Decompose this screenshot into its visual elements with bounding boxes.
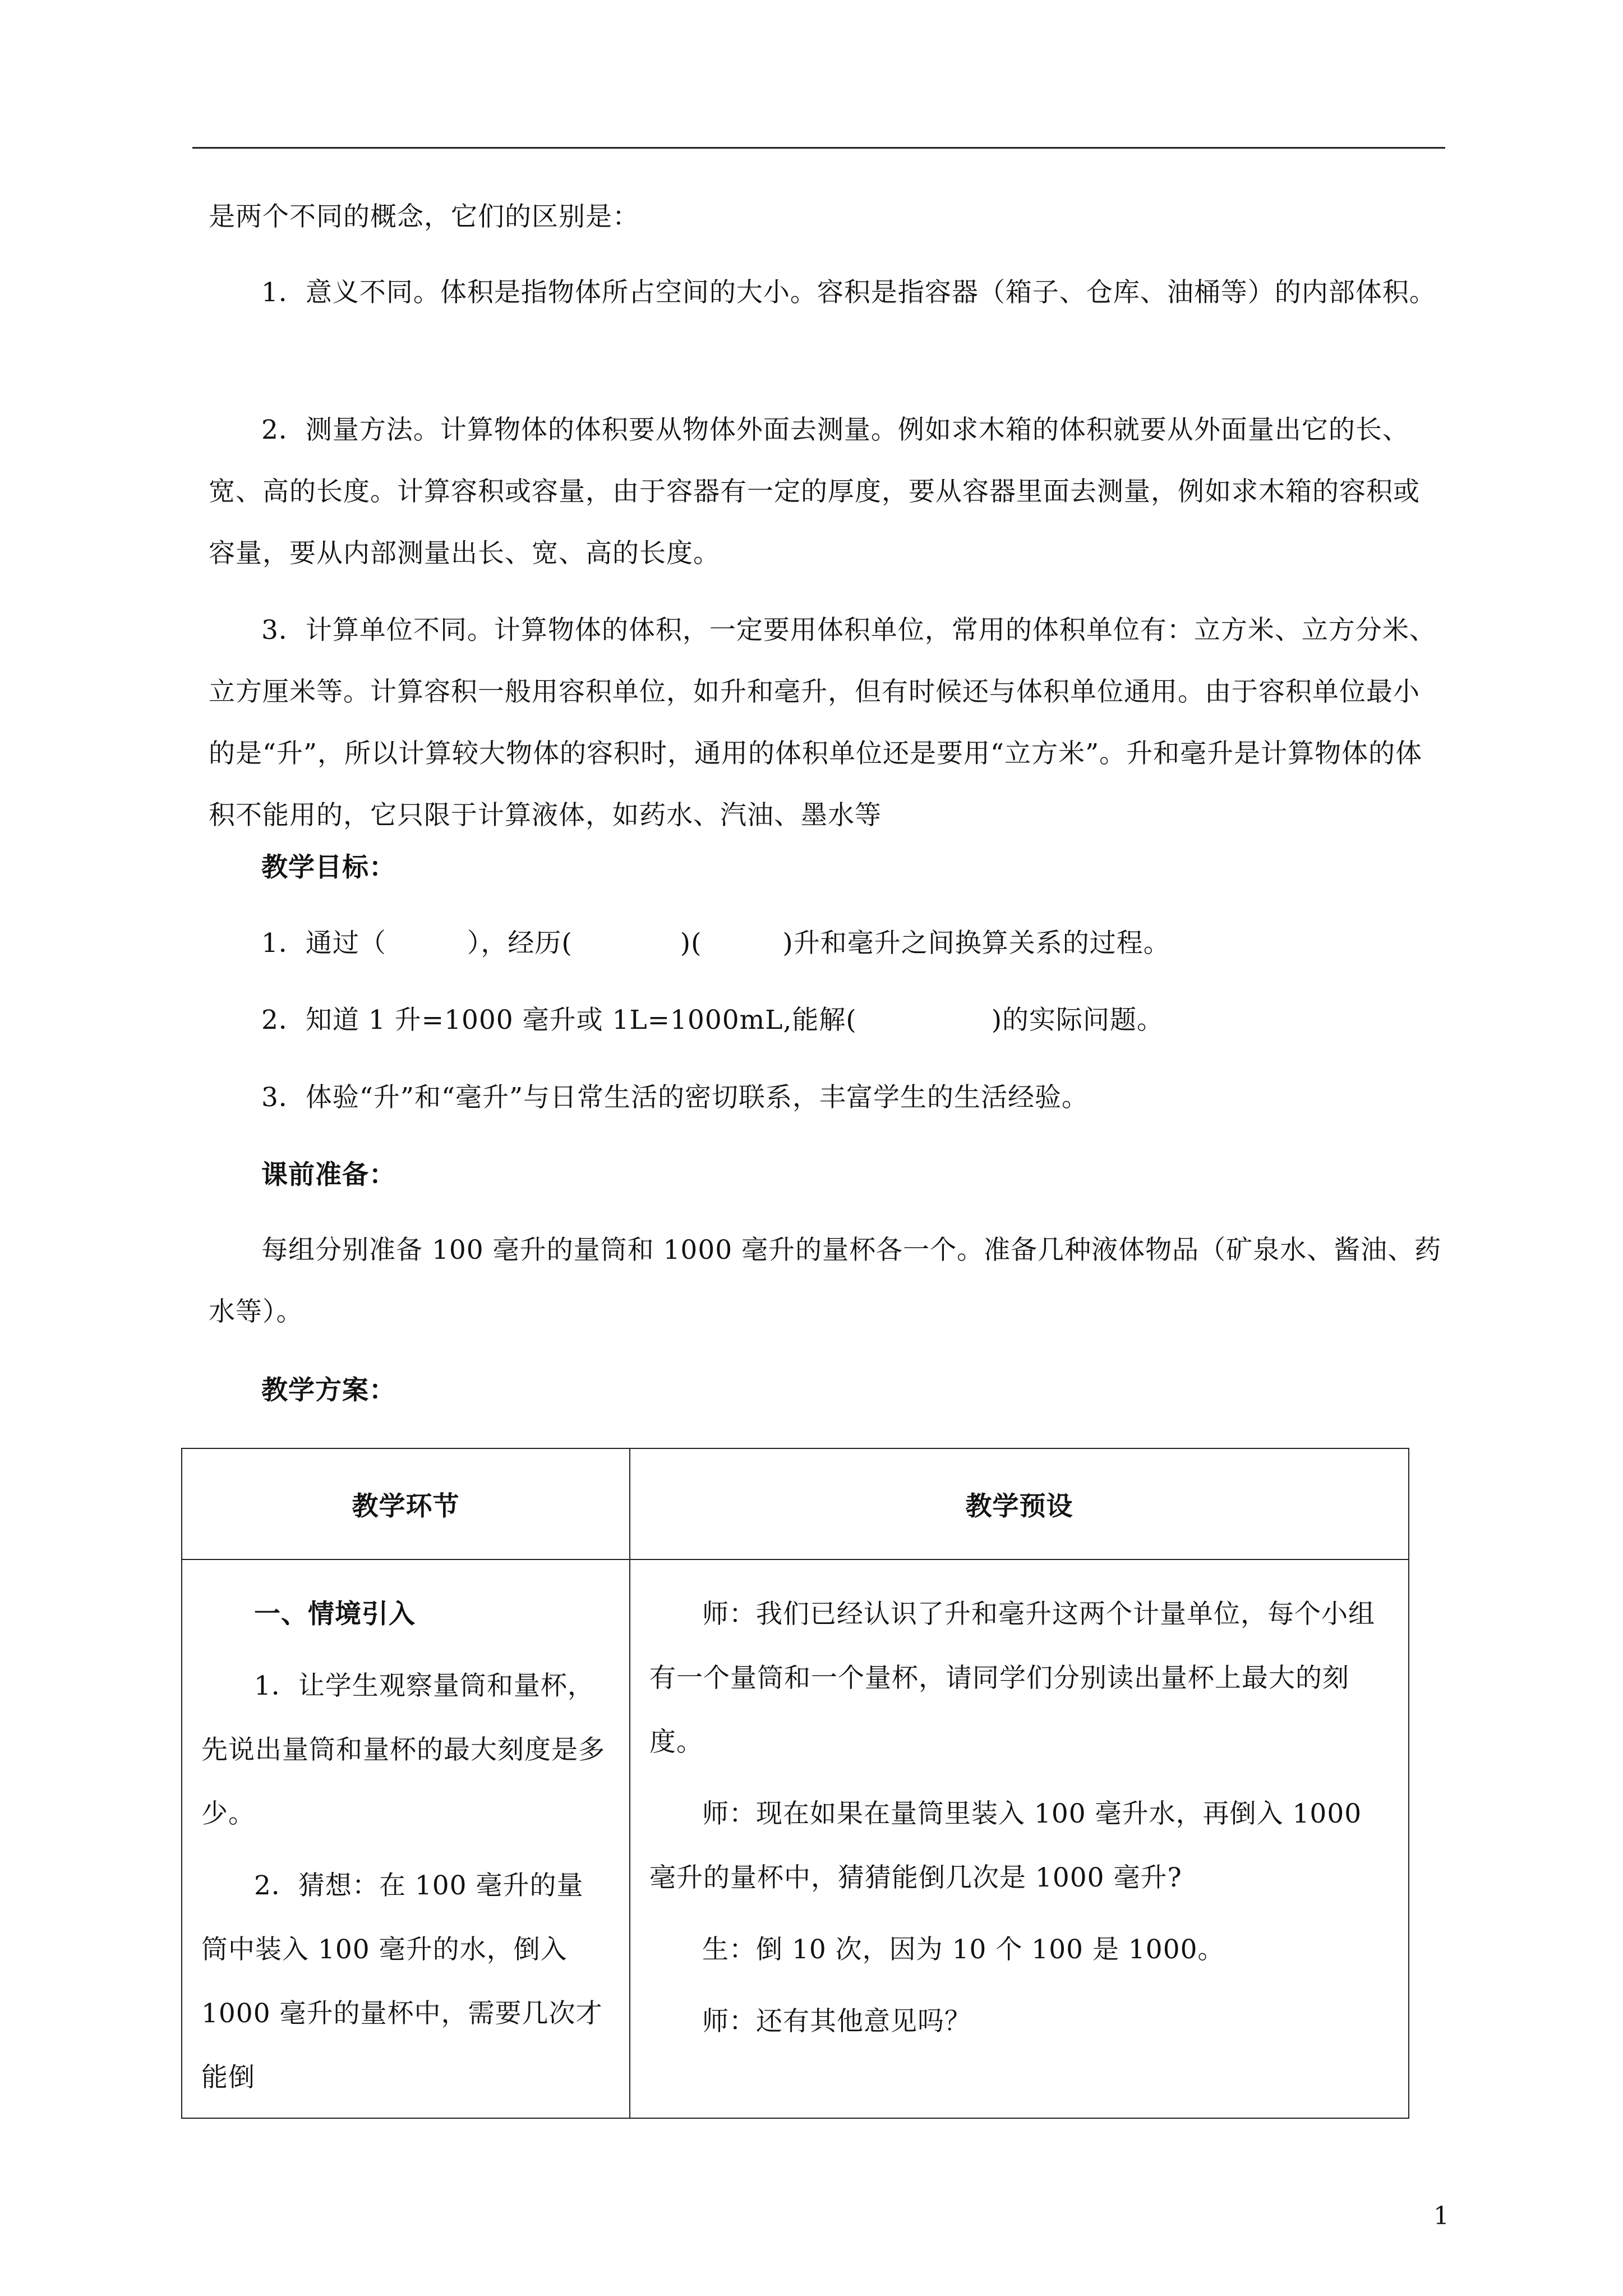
header-cell-stage: 教学环节: [182, 1448, 630, 1559]
goals-heading: 教学目标：: [261, 852, 396, 883]
stage-step-2: 2．猜想：在 100 毫升的量筒中装入 100 毫升的水，倒入 1000 毫升的量杯中，需要几次才能倒: [201, 1870, 603, 2093]
preset-line-4: 师：还有其他意见吗？: [702, 2006, 971, 2037]
plan-heading: 教学方案：: [261, 1375, 396, 1406]
paragraph-difference-3: 3．计算单位不同。计算物体的体积，一定要用体积单位，常用的体积单位有：立方米、立方分米、立方厘米等。计算容积一般用容积单位，如升和毫升，但有时候还与体积单位通用。由于容积单位最小的是“升”，所以计算较大物体的容积时，通用的体积单位还是要用“立方米”。升和毫升是计算物体的体积不能用的，它只限于计算液体，如药水、汽油、墨水等: [209, 615, 1436, 831]
prep-text: 每组分别准备 100 毫升的量筒和 1000 毫升的量杯各一个。准备几种液体物品（矿泉水、酱油、药水等）。: [209, 1235, 1442, 1327]
goal-2: 2．知道 1 升=1000 毫升或 1L=1000mL,能解( )的实际问题。: [261, 1005, 1164, 1036]
stage-title: 一、情境引入: [254, 1599, 416, 1630]
stage-step-1: 1．让学生观察量筒和量杯，先说出量筒和量杯的最大刻度是多少。: [201, 1671, 605, 1829]
goal-3: 3．体验“升”和“毫升”与日常生活的密切联系，丰富学生的生活经验。: [261, 1082, 1089, 1113]
preset-line-3: 生：倒 10 次，因为 10 个 100 是 1000。: [702, 1934, 1225, 1965]
paragraph-difference-1: 1．意义不同。体积是指物体所占空间的大小。容积是指容器（箱子、仓库、油桶等）的内部体积。: [261, 277, 1436, 308]
preset-line-2: 师：现在如果在量筒里装入 100 毫升水，再倒入 1000 毫升的量杯中，猜猜能倒几次是 1000 毫升?: [649, 1798, 1362, 1893]
stage-cell: [182, 1559, 630, 2118]
header-cell-preset: 教学预设: [630, 1448, 1409, 1559]
table-header-row: [182, 1448, 1409, 1559]
preset-line-1: 师：我们已经认识了升和毫升这两个计量单位，每个小组有一个量筒和一个量杯，请同学们分别读出量杯上最大的刻度。: [649, 1599, 1375, 1757]
plan-table: [181, 1448, 1409, 2119]
paragraph-difference-2: 2．测量方法。计算物体的体积要从物体外面去测量。例如求木箱的体积就要从外面量出它的长、宽、高的长度。计算容积或容量，由于容器有一定的厚度，要从容器里面去测量，例如求木箱的容积或容量，要从内部测量出长、宽、高的长度。: [209, 415, 1420, 569]
preset-cell: [630, 1559, 1409, 2118]
paragraph-intro: 是两个不同的概念，它们的区别是：: [209, 201, 639, 232]
table-row: [182, 1559, 1409, 2118]
prep-heading: 课前准备：: [261, 1159, 396, 1190]
header-rule: [192, 147, 1445, 149]
page-number: 1: [1433, 2202, 1449, 2230]
goal-1: 1．通过（ ），经历( )( )升和毫升之间换算关系的过程。: [261, 928, 1170, 959]
